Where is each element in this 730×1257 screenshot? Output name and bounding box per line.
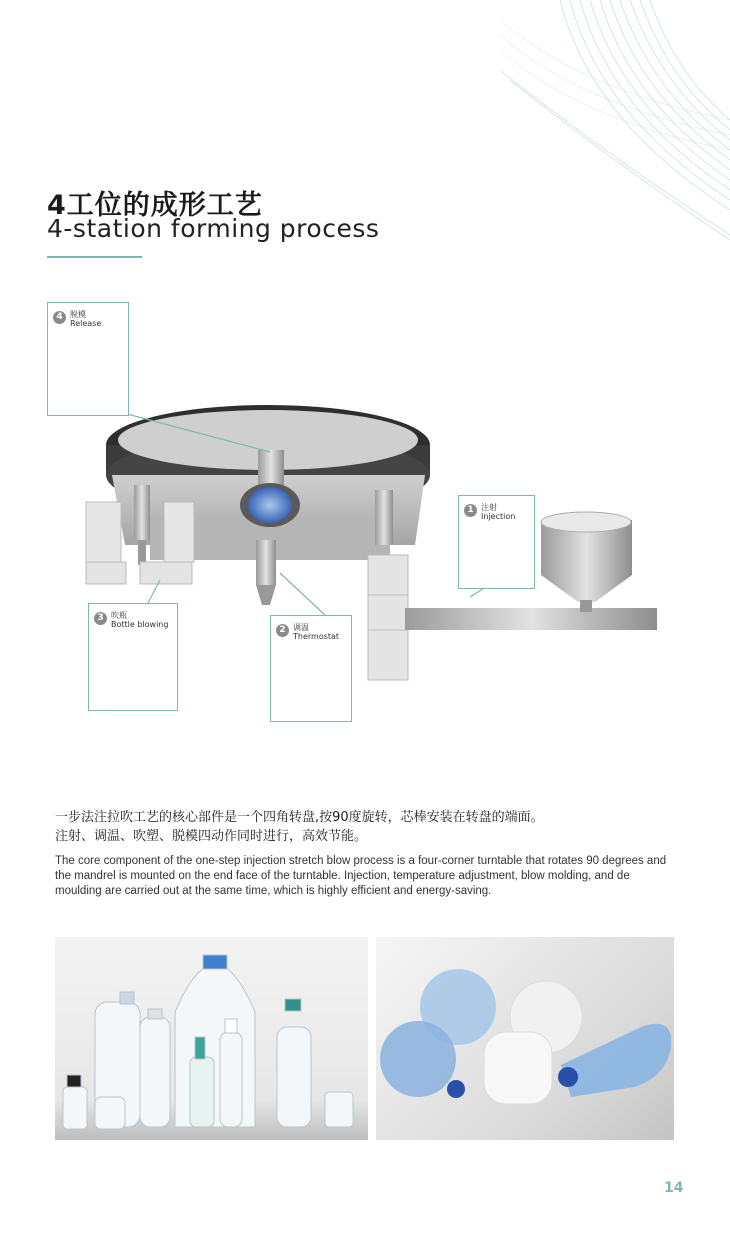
- description-cn-line-1: 一步法注拉吹工艺的核心部件是一个四角转盘,按90度旋转，芯棒安装在转盘的端面。: [55, 810, 544, 825]
- station-label-en: Bottle blowing: [111, 620, 169, 629]
- station-label-en: Release: [70, 319, 102, 328]
- description-english: The core component of the one-step injection stretch blow process is a four-corner turntable that rotates 90 degrees and the mandrel is mounted on the end face of the turntable. Injection, temperature adjustment, blow molding, and de moulding are carried out at the same time, which is highly efficient and energy-saving.: [55, 855, 667, 897]
- station-label-cn: 脱模: [70, 310, 86, 319]
- title-underline: [47, 256, 142, 258]
- station-number-badge: 4: [53, 311, 66, 324]
- process-description: [55, 808, 675, 899]
- station-number-badge: 1: [464, 504, 477, 517]
- decorative-wave-graphic: [500, 0, 730, 240]
- station-number-badge: 2: [276, 624, 289, 637]
- page-title-chinese: 4工位的成形工艺: [47, 190, 263, 221]
- station-label-cn: 调温: [293, 623, 309, 632]
- station-label-cn: 吹瓶: [111, 611, 127, 620]
- page-title-english: 4-station forming process: [47, 214, 380, 243]
- station-4-release-callout: [47, 302, 129, 416]
- turntable-diagram: [0, 290, 730, 730]
- bottles-product-photo: [55, 937, 368, 1140]
- page-number: 14: [664, 1180, 684, 1196]
- station-label-en: Thermostat: [293, 632, 340, 641]
- station-1-injection-callout: [458, 495, 535, 589]
- station-label-en: Injection: [481, 512, 516, 521]
- station-2-thermostat-callout: [270, 615, 352, 722]
- station-3-bottle-blowing-callout: [88, 603, 178, 711]
- description-cn-line-2: 注射、调温、吹塑、脱模四动作同时进行，高效节能。: [55, 829, 368, 844]
- station-number-badge: 3: [94, 612, 107, 625]
- station-label-cn: 注射: [481, 503, 497, 512]
- blown-bubbles-photo: [376, 937, 674, 1140]
